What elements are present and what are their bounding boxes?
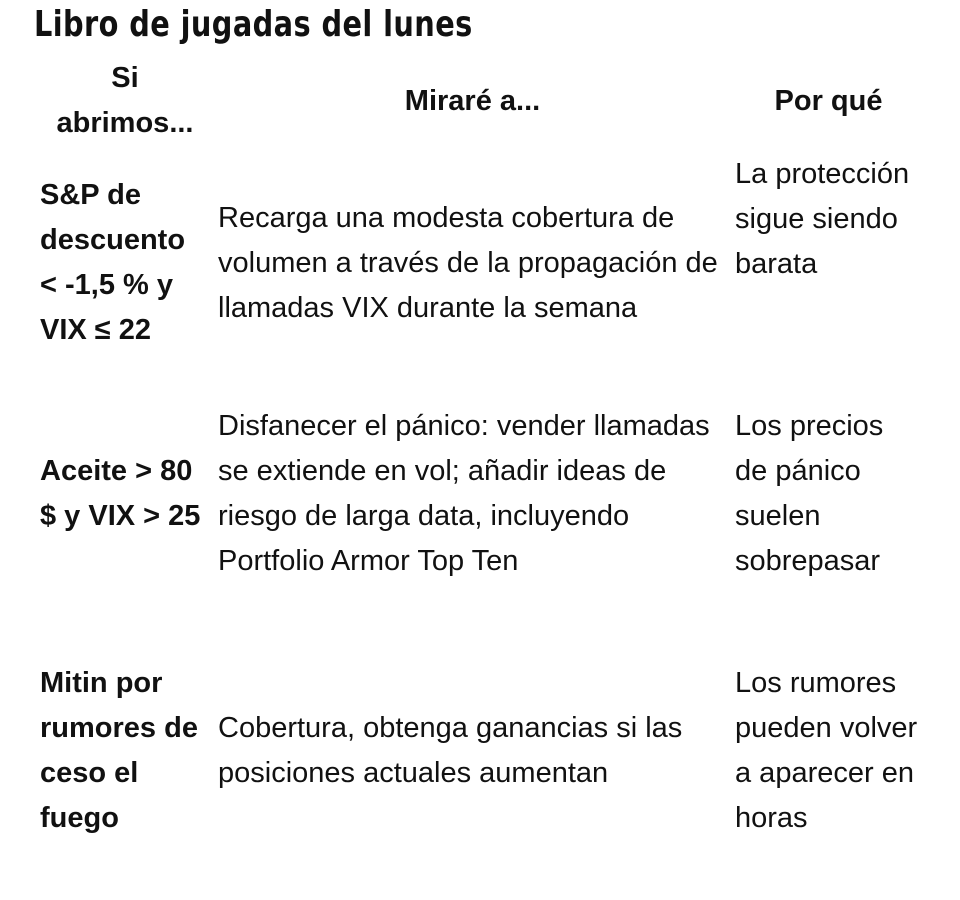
playbook-table bbox=[32, 56, 922, 893]
page-title: Libro de jugadas del lunes bbox=[34, 4, 473, 45]
condition-cell: Aceite > 80 $ y VIX > 25 bbox=[40, 455, 201, 532]
action-cell: Disfanecer el pánico: vender llamadas se extiende en vol; añadir ideas de riesgo de larga data, incluyendo Portfolio Armor Top Ten bbox=[218, 410, 710, 577]
table-row bbox=[32, 608, 922, 893]
reason-cell: Los rumores pueden volver a aparecer en horas bbox=[735, 666, 918, 834]
column-header-action: Miraré a... bbox=[404, 84, 541, 117]
table-row bbox=[32, 380, 922, 608]
action-cell: Recarga una modesta cobertura de volumen a través de la propagación de llamadas VIX durante la semana bbox=[218, 201, 718, 324]
column-header-condition: Si abrimos... bbox=[56, 62, 194, 139]
condition-cell: S&P de descuento < -1,5 % y VIX ≤ 22 bbox=[40, 179, 186, 346]
condition-cell: Mitin por rumores de ceso el fuego bbox=[40, 666, 198, 834]
table-header-row bbox=[32, 56, 922, 146]
table-row bbox=[32, 146, 922, 380]
column-header-reason: Por qué bbox=[774, 84, 883, 117]
reason-cell: Los precios de pánico suelen sobrepasar bbox=[735, 410, 884, 577]
action-cell: Cobertura, obtenga ganancias si las posiciones actuales aumentan bbox=[218, 711, 683, 789]
reason-cell: La protección sigue siendo barata bbox=[735, 158, 910, 280]
